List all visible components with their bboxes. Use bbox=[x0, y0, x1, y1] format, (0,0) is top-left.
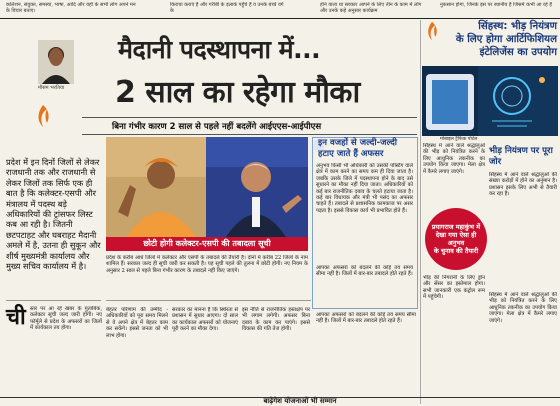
right-title-3: इंटेलिजेंस का उपयोग bbox=[479, 47, 557, 58]
headline-line1: मैदानी पदस्थापना में... bbox=[118, 35, 321, 64]
right-title bbox=[425, 20, 557, 59]
headline-line2: 2 साल का रहेगा मौका bbox=[115, 75, 360, 110]
left-lead: प्रदेश में इन दिनों जिलों से लेकर राजधानी तक और राजधानी से लेकर जिलों तक सिर्फ एक ही बात है कि कलेक्टर-एसपी और मंत्रालय में पदस्थ बड़े अधिकारियों की ट्रांसफर लिस्ट कब आ रही है। जितनी छटपटाहट और घबराहट मैदानी अमले में है, उतना ही सुकून और शीर्ष मुख्यमंत्री कार्यालय और मुख्य सचिव कार्यालय में है। bbox=[6, 157, 101, 272]
top-rule bbox=[0, 18, 560, 19]
top-strip-col2: किराया कराएं है और गरीबी के इलाके पहुँचे हैं व उनके बच्चे वर्ग के bbox=[170, 2, 284, 15]
drop-cap: ची bbox=[6, 304, 26, 330]
mid-col-1: बेहतर परिणाम की उम्मीद - अधिकारियों को पूरा समय मिलने से वे अपने क्षेत्र में बेहतर काम कर सकेंगे। इससे जनता को भी लाभ होगा। bbox=[106, 307, 168, 339]
right-img-caption: मोबाइल ट्रैफिक पोर्टल bbox=[440, 137, 478, 142]
bottom-teaser: बाढ़ेगेश योजनाओं भी सम्मान bbox=[263, 397, 337, 405]
side-story-title: इन वजहों से जल्दी-जल्दी हटाए जाते हैं अफसर bbox=[318, 138, 398, 159]
top-strip-col3: होने वाला था सरकार आपने के लिए तीन के काम में लोग और उनके कहे अनुसार कार्यक्रम bbox=[320, 2, 422, 15]
right-image bbox=[422, 66, 558, 136]
circle-badge bbox=[425, 208, 487, 270]
photo-caption-bar: छोटी होगी कलेक्टर-एसपी की तबादला सूची bbox=[106, 237, 308, 251]
top-strip-col1: कलिशन, संयुक्त, समस्या, भाषा, आदि और यहाँ के सभी लोग अपने मन के विचार बताए। bbox=[6, 2, 136, 15]
photo-body: प्रदेश के करीब आधे जिलों में कलेक्टर और एसपी के तबादले की तैयारी है। दोनों में करीब 22 जिलों के नाम शामिल हैं। सरकार जल्द ही सूची जारी कर सकती है। यह सूची पहले की तुलना में छोटी होगी। नए नियम के अनुसार 2 साल से पहले बिना गंभीर कारण के तबादले नहीं किए जाएंगे। bbox=[106, 255, 308, 274]
right-col-d: सिंहस्थ में आने वाले श्रद्धालुओं की भीड़ को नियंत्रित करने के लिए आधुनिक तकनीक का उपयोग किया जाएगा। मेला क्षेत्र में कैमरे लगाए जाएंगे। bbox=[489, 292, 557, 324]
right-col-c: सिंहस्थ में आने वाले श्रद्धालुओं की संख्या करोड़ों में होने का अनुमान है। प्रशासन इसके लिए अभी से तैयारी कर रहा है। bbox=[489, 172, 557, 198]
right-box-title: भीड़ नियंत्रण पर पूरा जोर bbox=[489, 146, 553, 167]
top-strip-col4: नुकसान होगा, जिनके इस पर स्थानीय हैं जिसमें कभी आ रहे हैं bbox=[440, 2, 552, 8]
mid-col-3: इस नीति से राजनीतिक हस्तक्षेप पर भी लगाम लगेगी। अफसर बिना दबाव के काम कर पाएंगे। इससे विकास की गति तेज होगी। bbox=[242, 307, 310, 333]
reporter-name: मौसम भरतिया bbox=[38, 85, 65, 91]
right-col-b: भीड़ की निगरानी के लिए ड्रोन और सेंसर का इस्तेमाल होगा। सभी जानकारी एक कंट्रोल रूम में पहुंचेगी। bbox=[423, 275, 485, 301]
right-title-2: के लिए होगा आर्टिफिशियल bbox=[455, 34, 557, 45]
left-body: स्तर पर आ रहे खबर के मुताबिक, कलेक्टर सूची जल्द जारी होगी। नए फॉर्मूले से प्रदेश के अफसरों का जिलों में कार्यकाल तय होगा। bbox=[30, 306, 102, 332]
mid-col-2: सरकार का मानना है कि स्थिरता से प्रशासन में सुधार आएगा। दो साल का कार्यकाल अफसरों को योजनाएं पूरी करने का मौका देगा। bbox=[172, 307, 238, 333]
circle-badge-text: प्रयागराज महाकुंभ में देखा गया ऐसा ही अनुभव bbox=[431, 223, 481, 247]
side-story-cont: आपका अफसरों को बदलने की कोई तय समय सीमा नहीं है। जिलों में बार-बार तबादले होते रहते हैं। bbox=[316, 265, 413, 278]
paper-logo-icon bbox=[35, 103, 51, 129]
reporter-photo bbox=[38, 40, 74, 84]
main-photo bbox=[106, 137, 308, 237]
right-col-a: सिंहस्थ में आने वाले श्रद्धालुओं की भीड़ को नियंत्रित करने के लिए आधुनिक तकनीक का उपयोग किया जाएगा। मेला क्षेत्र में कैमरे लगाए जाएंगे। bbox=[423, 143, 485, 175]
subhead: बिना गंभीर कारण 2 साल से पहले नहीं बदलेंगे आईएएस-आईपीएस bbox=[112, 122, 322, 132]
circle-badge-sub: के चुनाव की तैयारी bbox=[433, 247, 479, 255]
right-title-1: सिंहस्थ: भीड़ नियंत्रण bbox=[478, 21, 557, 32]
side-lower-col: आपका अफसरों को बदलने की कोई तय समय सीमा नहीं है। जिलों में बार-बार तबादले होते रहते हैं। bbox=[316, 312, 416, 325]
side-story-body: अनुभव किसी भी अधिकारी को उसकी पोस्टिंग वाले क्षेत्र में काम करने का समय कम ही दिया जाता है। जबकि उसके जिले में पदस्थापना होने के बाद उसे सुधारने का मौका नहीं दिया जाता। अधिकारियों को कई बार राजनीतिक दबाव के चलते हटाया जाता है। कई बार विधायक और मंत्री भी पसंद का अफसर चाहते हैं। तबादले से प्रशासनिक कामकाज पर असर पड़ता है। इससे विकास कार्य भी प्रभावित होते हैं। bbox=[316, 163, 413, 214]
